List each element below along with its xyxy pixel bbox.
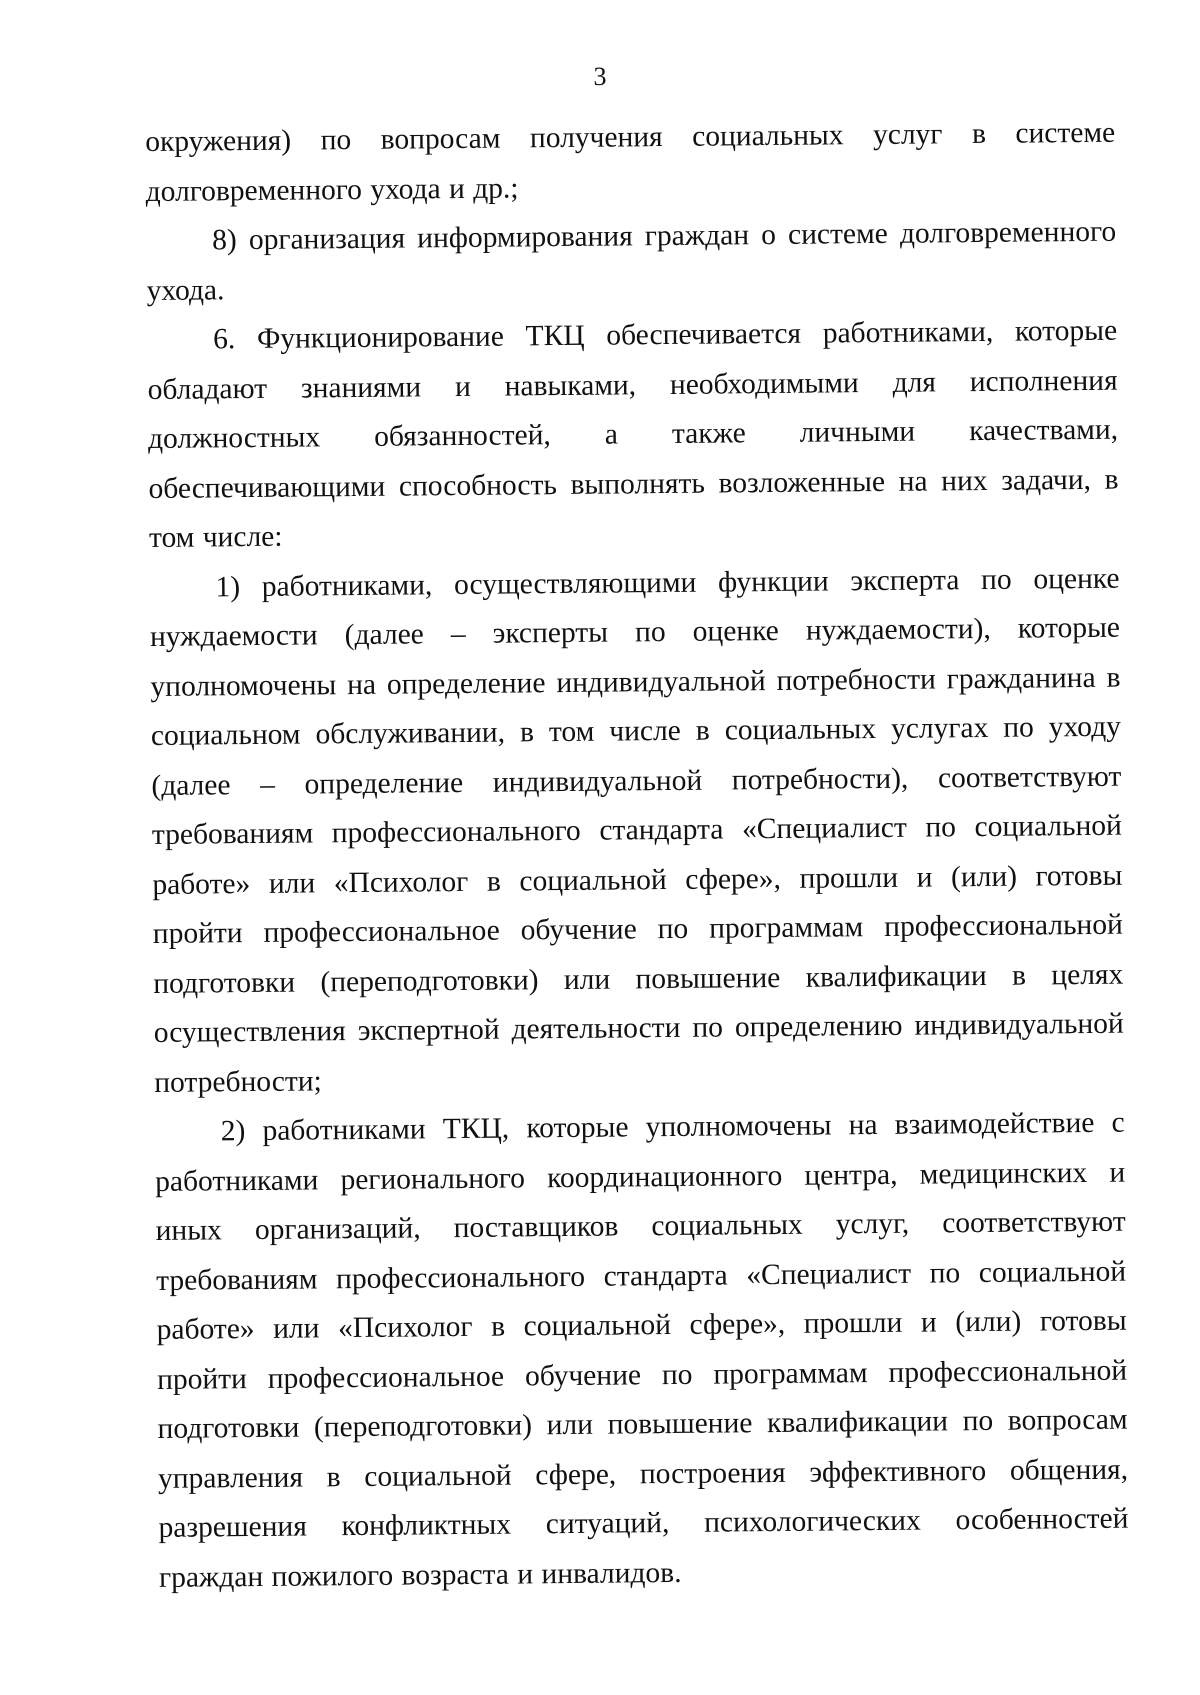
paragraph-subitem-2: 2) работниками ТКЦ, которые уполномочены на взаимодействие с работниками регионального координационного центра, медицинских и иных организаций, поставщиков социальных услуг, соответствуют требованиям профессионального стандарта «Специалист по социальной работе» или «Психолог в социальной сфере», прошли и (или) готовы пройти профессиональное обучение по программам профессиональной подготовки (переподготовки) или повышение квалификации по вопросам управления в социальной сфере, построения эффективного общения, разрешения конфликтных ситуаций, психологических особенностей граждан пожилого возраста и инвалидов.: [155, 1106, 1129, 1594]
paragraph-item-8: 8) организация информирования граждан о системе долговременного ухода.: [146, 215, 1117, 307]
paragraph-continuation: окружения) по вопросам получения социальных услуг в системе долговременного ухода и др.;: [145, 116, 1116, 208]
paragraph-subitem-1: 1) работниками, осуществляющими функции эксперта по оценке нуждаемости (далее – эксперты по оценке нуждаемости), которые уполномочены на определение индивидуальной потребности гражданина в социальном обслуживании, в том числе в социальных услугах по уходу (далее – определение индивидуальной потребности), соответствуют требованиям профессионального стандарта «Специалист по социальной работе» или «Психолог в социальной сфере», прошли и (или) готовы пройти профессиональное обучение по программам профессиональной подготовки (переподготовки) или повышение квалификации в целях осуществления экспертной деятельности по определению индивидуальной потребности;: [149, 562, 1124, 1099]
page-number: 3: [593, 62, 607, 91]
document-body: [145, 109, 1129, 1603]
paragraph-section-6: 6. Функционирование ТКЦ обеспечивается работниками, которые обладают знаниями и навыками, необходимыми для исполнения должностных обязанностей, а также личными качествами, обеспечивающими способность выполнять возложенные на них задачи, в том числе:: [147, 314, 1119, 554]
